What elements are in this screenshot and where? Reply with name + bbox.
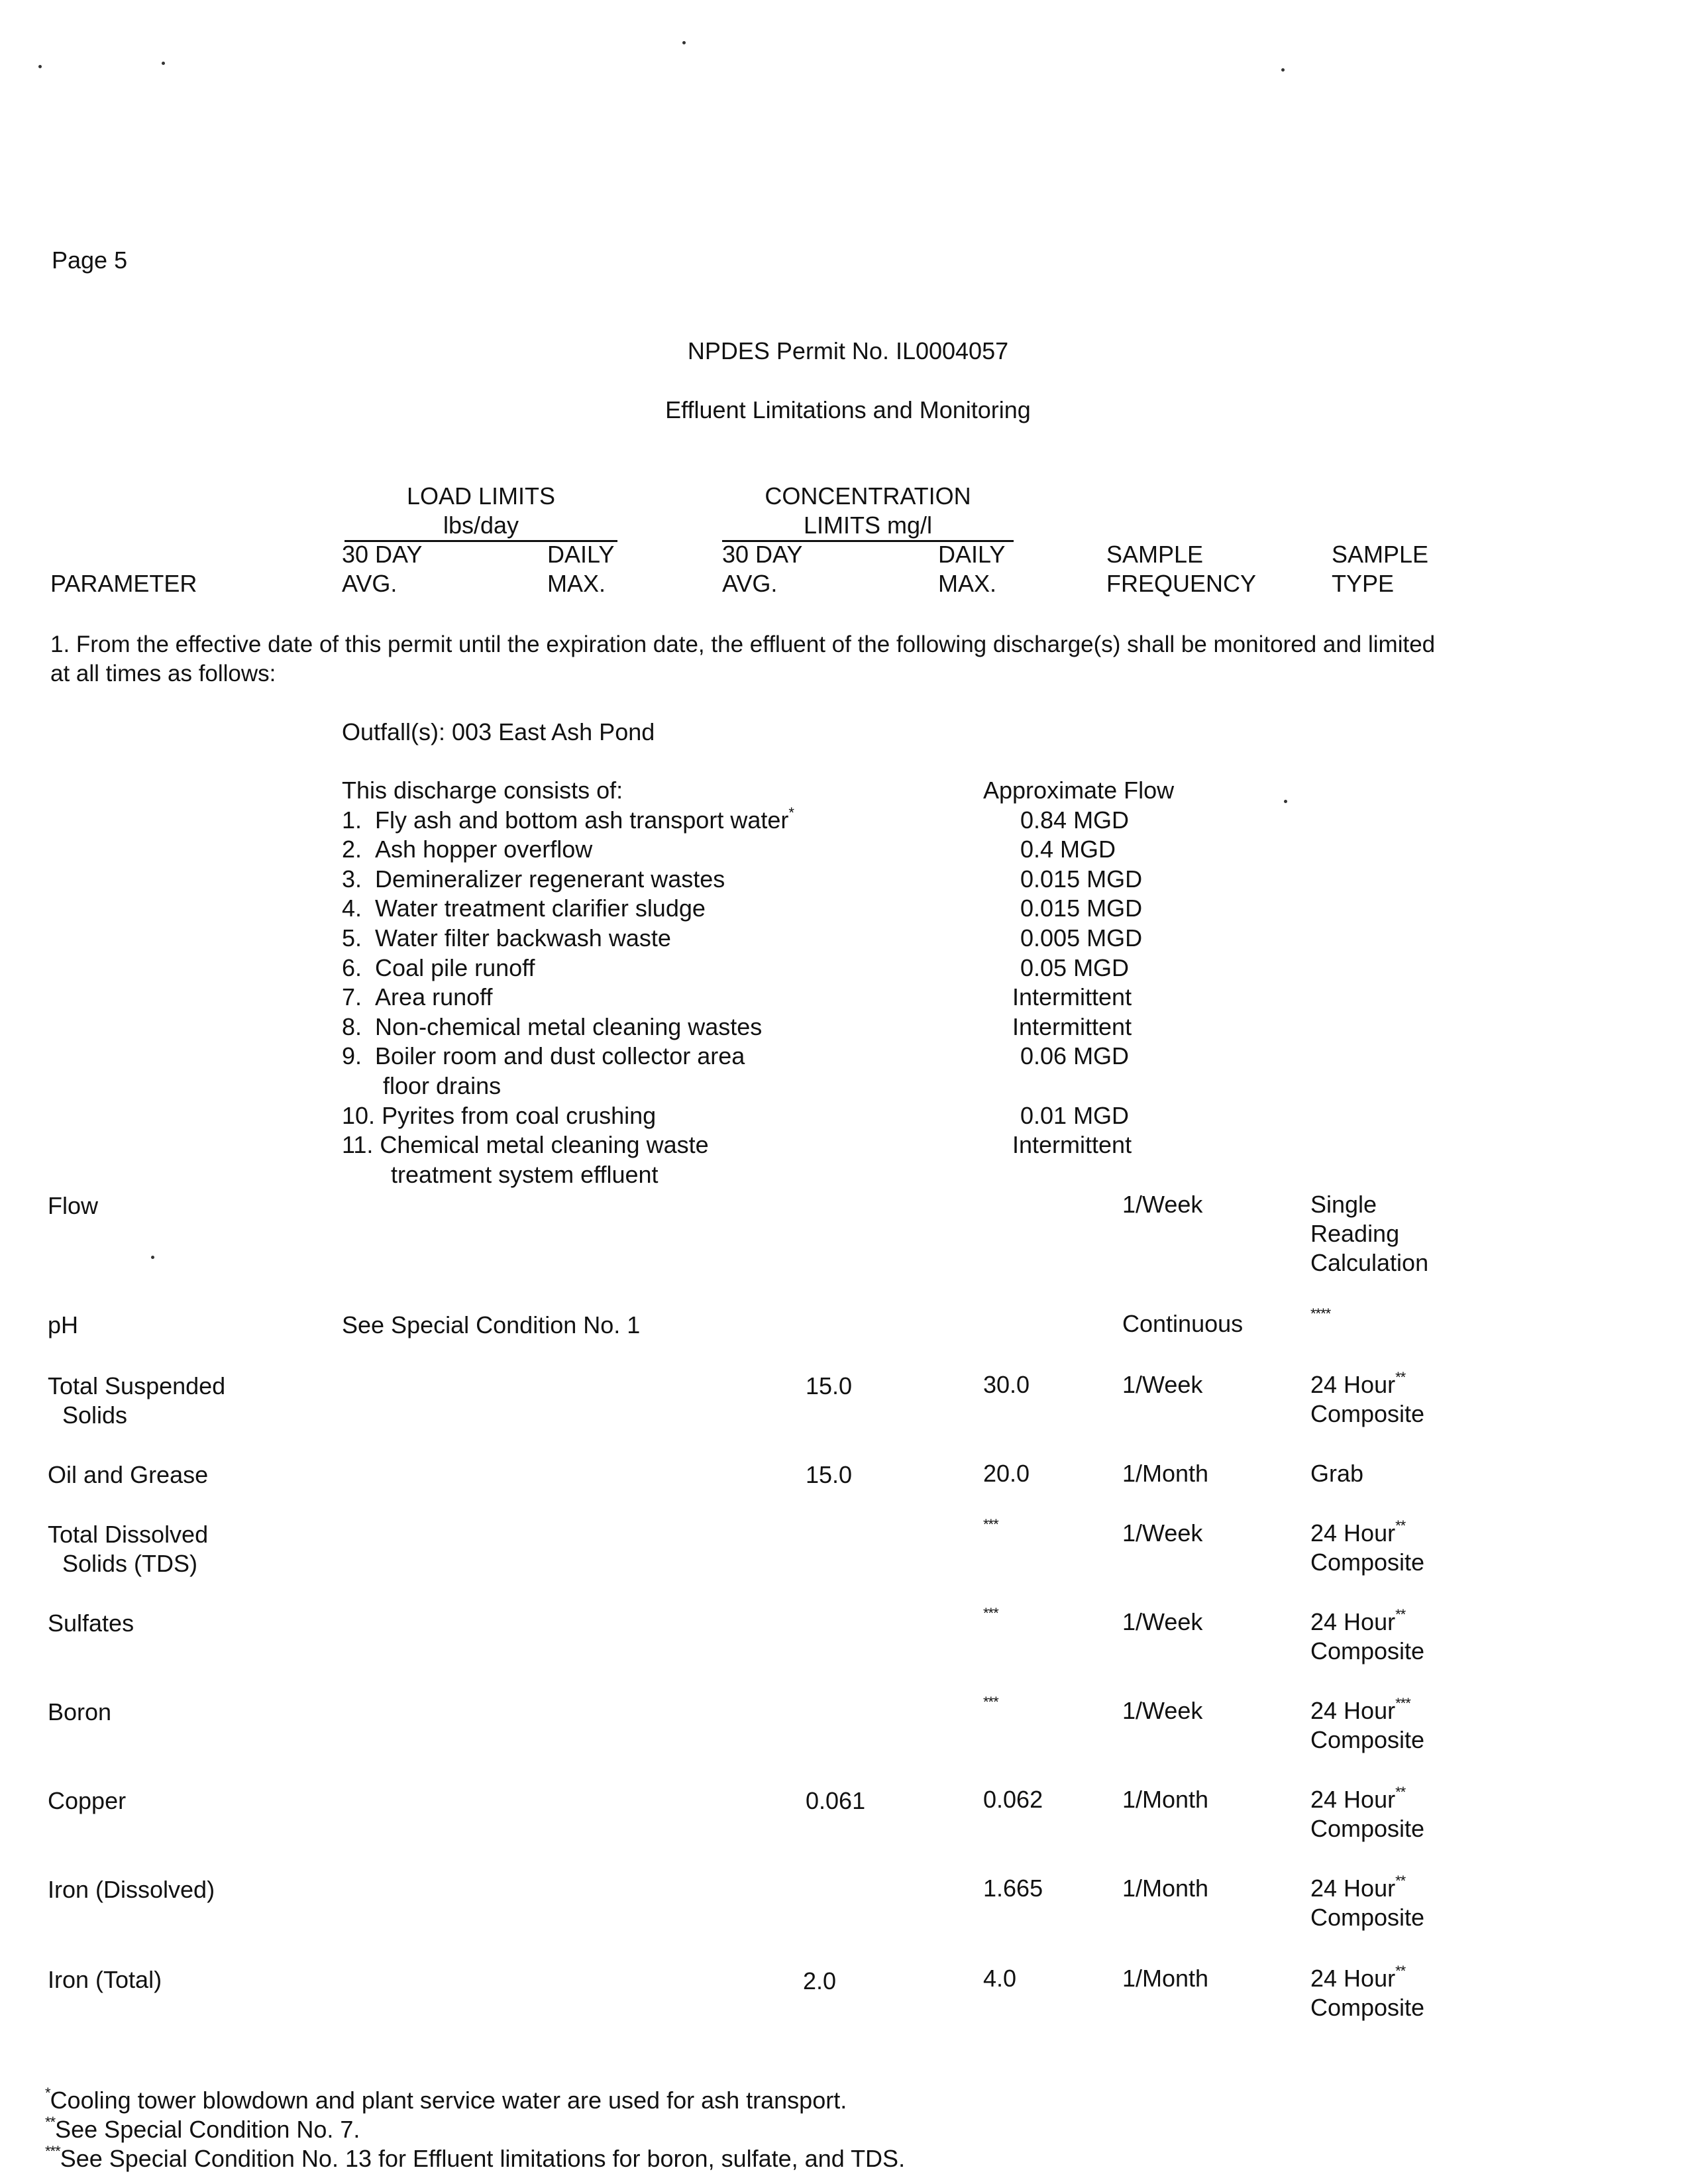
discharge-flow: 0.01 MGD [1020, 1102, 1130, 1129]
discharge-item: 3. Demineralizer regenerant wastes [342, 865, 725, 893]
param-sample-type: 24 Hour*** [1310, 1695, 1410, 1724]
param-conc-max: 1.665 [983, 1875, 1043, 1902]
load-avg-header: AVG. [342, 570, 398, 597]
conc-max-header: MAX. [938, 570, 997, 597]
discharge-item: 11. Chemical metal cleaning waste [342, 1131, 709, 1158]
param-frequency: 1/Month [1122, 1875, 1209, 1902]
param-sample-type: 24 Hour** [1310, 1873, 1406, 1902]
param-frequency: 1/Week [1122, 1371, 1203, 1398]
param-frequency: 1/Week [1122, 1191, 1203, 1218]
discharge-item: 1. Fly ash and bottom ash transport water* [342, 804, 794, 834]
discharge-flow: 0.015 MGD [1020, 865, 1143, 893]
param-name: pH [48, 1311, 79, 1338]
param-conc-max: *** [983, 1516, 998, 1533]
discharge-item: 10. Pyrites from coal crushing [342, 1102, 657, 1129]
scan-speck [151, 1256, 154, 1259]
param-name: Copper [48, 1787, 127, 1814]
param-sample-type: 24 Hour** [1310, 1606, 1406, 1635]
param-name-continued: Solids (TDS) [62, 1550, 198, 1577]
param-conc-30day: 2.0 [803, 1967, 837, 1994]
param-conc-max: 20.0 [983, 1460, 1030, 1487]
discharge-item: 6. Coal pile runoff [342, 954, 535, 981]
param-conc-30day: 15.0 [806, 1461, 853, 1488]
param-sample-type-continued: Composite [1310, 1726, 1425, 1753]
scan-speck [1284, 800, 1287, 803]
param-conc-max: 30.0 [983, 1371, 1030, 1398]
param-frequency: 1/Week [1122, 1697, 1203, 1724]
param-conc-max: 4.0 [983, 1965, 1017, 1992]
param-sample-type-continued: Composite [1310, 1637, 1425, 1665]
param-sample-type-continued: Composite [1310, 1400, 1425, 1427]
discharge-heading: This discharge consists of: [342, 777, 623, 804]
sample-type-header-2: TYPE [1332, 570, 1395, 597]
param-conc-max: *** [983, 1605, 998, 1621]
param-sample-type: Grab [1310, 1460, 1364, 1487]
page-label: Page 5 [52, 246, 128, 274]
param-frequency: 1/Month [1122, 1965, 1209, 1992]
param-sample-type-continued: Composite [1310, 1994, 1425, 2021]
parameter-header: PARAMETER [50, 570, 197, 597]
param-sample-type: 24 Hour** [1310, 1369, 1406, 1398]
param-name: Sulfates [48, 1610, 134, 1637]
param-sample-type-continued: Composite [1310, 1815, 1425, 1842]
page-subtitle: Effluent Limitations and Monitoring [665, 396, 1031, 423]
discharge-item-continued: treatment system effluent [391, 1161, 659, 1188]
param-sample-type-continued: Composite [1310, 1549, 1425, 1576]
sample-frequency-header-2: FREQUENCY [1106, 570, 1257, 597]
param-name: Total Dissolved [48, 1521, 209, 1548]
discharge-flow: 0.4 MGD [1020, 836, 1116, 863]
param-sample-type: 24 Hour** [1310, 1784, 1406, 1813]
conc-daily-header: DAILY [938, 541, 1006, 568]
outfall-label: Outfall(s): 003 East Ash Pond [342, 718, 655, 745]
param-name: Iron (Total) [48, 1966, 162, 1993]
concentration-header: CONCENTRATION [765, 482, 971, 510]
param-name: Flow [48, 1192, 99, 1219]
param-frequency: 1/Week [1122, 1608, 1203, 1635]
discharge-flow: 0.05 MGD [1020, 954, 1130, 981]
param-sample-type-continued: Composite [1310, 1904, 1425, 1931]
param-name: Oil and Grease [48, 1461, 209, 1488]
param-conc-30day: 15.0 [806, 1372, 853, 1399]
param-frequency: 1/Month [1122, 1460, 1209, 1487]
param-sample-type: 24 Hour** [1310, 1517, 1406, 1547]
param-frequency: Continuous [1122, 1310, 1244, 1337]
permit-title: NPDES Permit No. IL0004057 [687, 337, 1009, 364]
param-frequency: 1/Week [1122, 1519, 1203, 1547]
scan-speck [162, 62, 165, 65]
param-name-continued: Solids [62, 1401, 128, 1429]
discharge-flow: Intermittent [1012, 1131, 1132, 1158]
discharge-flow: 0.015 MGD [1020, 895, 1143, 922]
conc-30day-header: 30 DAY [722, 541, 803, 568]
discharge-item: 9. Boiler room and dust collector area [342, 1042, 745, 1069]
discharge-item: 4. Water treatment clarifier sludge [342, 895, 706, 922]
approx-flow-heading: Approximate Flow [983, 777, 1175, 804]
discharge-item-continued: floor drains [383, 1072, 502, 1099]
param-sample-type: Single Reading Calculation [1310, 1191, 1429, 1276]
scan-speck [1281, 68, 1285, 72]
footnote: *Cooling tower blowdown and plant service water are used for ash transport. [45, 2085, 847, 2114]
sample-type-header-1: SAMPLE [1332, 541, 1429, 568]
load-limits-header: LOAD LIMITS [406, 482, 556, 510]
param-sample-type: 24 Hour** [1310, 1963, 1406, 1992]
intro-line-1: 1. From the effective date of this permit until the expiration date, the effluent of the following discharge(s) shall be monitored and limited [50, 631, 1436, 657]
concentration-units-header: LIMITS mg/l [722, 514, 1014, 542]
discharge-flow: Intermittent [1012, 1013, 1132, 1040]
footnote: ***See Special Condition No. 13 for Effluent limitations for boron, sulfate, and TDS. [45, 2143, 906, 2172]
discharge-flow: 0.84 MGD [1020, 806, 1130, 834]
discharge-item: 8. Non-chemical metal cleaning wastes [342, 1013, 763, 1040]
param-conc-max: 0.062 [983, 1786, 1043, 1813]
sample-frequency-header-1: SAMPLE [1106, 541, 1204, 568]
footnote: **See Special Condition No. 7. [45, 2114, 360, 2143]
load-daily-header: DAILY [547, 541, 615, 568]
param-conc-30day: 0.061 [806, 1787, 866, 1814]
param-name: Iron (Dissolved) [48, 1876, 215, 1903]
scan-speck [682, 41, 686, 44]
param-sample-type: **** [1310, 1305, 1331, 1322]
load-30day-header: 30 DAY [342, 541, 423, 568]
discharge-item: 2. Ash hopper overflow [342, 836, 593, 863]
param-frequency: 1/Month [1122, 1786, 1209, 1813]
load-max-header: MAX. [547, 570, 606, 597]
param-name: Boron [48, 1698, 112, 1725]
discharge-flow: 0.06 MGD [1020, 1042, 1130, 1069]
param-name: Total Suspended [48, 1372, 226, 1399]
discharge-flow: 0.005 MGD [1020, 924, 1143, 952]
param-note: See Special Condition No. 1 [342, 1311, 641, 1338]
intro-line-2: at all times as follows: [50, 661, 276, 686]
load-units-header: lbs/day [344, 514, 617, 542]
conc-avg-header: AVG. [722, 570, 778, 597]
scan-speck [38, 65, 42, 68]
discharge-item: 7. Area runoff [342, 983, 493, 1010]
param-conc-max: *** [983, 1694, 998, 1710]
discharge-flow: Intermittent [1012, 983, 1132, 1010]
discharge-item: 5. Water filter backwash waste [342, 924, 671, 952]
